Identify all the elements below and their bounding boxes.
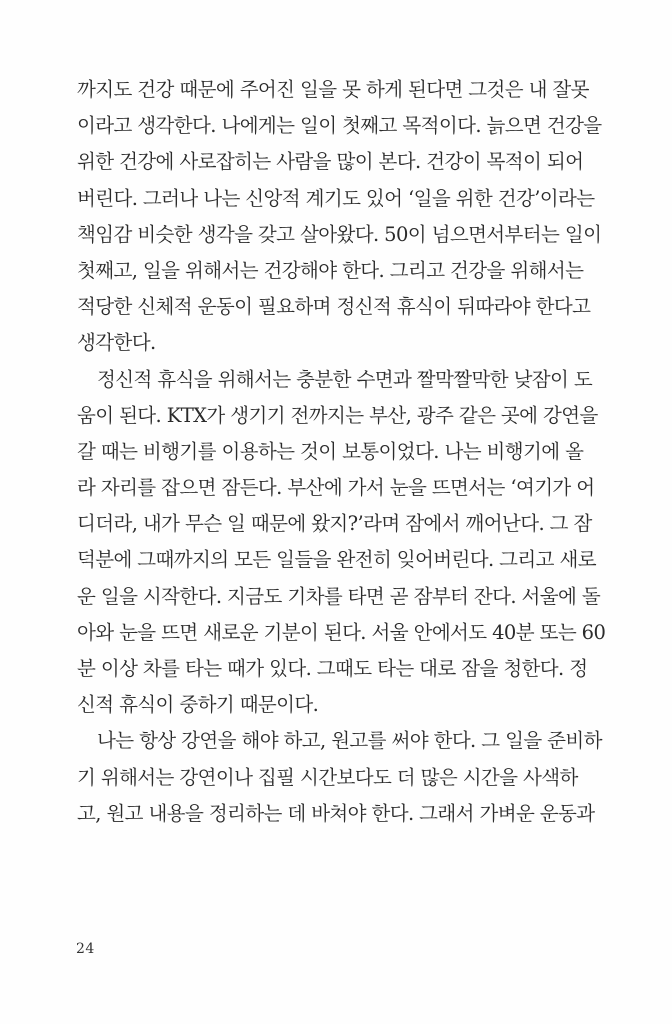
page-number: 24 (76, 941, 95, 957)
text-line: 분 이상 차를 타는 때가 있다. 그때도 타는 대로 잠을 청한다. 정 (77, 657, 588, 680)
paragraph-2 (77, 362, 613, 724)
text-line: 나는 항상 강연을 해야 하고, 원고를 써야 한다. 그 일을 준비하 (97, 729, 602, 753)
text-line: 라 자리를 잡으면 잠든다. 부산에 가서 눈을 뜨면서는 ‘여기가 어 (77, 476, 595, 500)
text-line: 갈 때는 비행기를 이용하는 것이 보통이었다. 나는 비행기에 올 (77, 439, 584, 463)
text-line: 버린다. 그러나 나는 신앙적 계기도 있어 ‘일을 위한 건강’이라는 (77, 186, 595, 210)
text-line: 덕분에 그때까지의 모든 일들을 완전히 잊어버린다. 그리고 새로 (77, 548, 596, 572)
text-line: 책임감 비슷한 생각을 갖고 살아왔다. 50이 넘으면서부터는 일이 (77, 222, 602, 246)
text-line: 움이 된다. KTX가 생기기 전까지는 부산, 광주 같은 곳에 강연을 (77, 403, 598, 427)
text-line: 까지도 건강 때문에 주어진 일을 못 하게 된다면 그것은 내 잘못 (77, 78, 589, 101)
text-line: 운 일을 시작한다. 지금도 기차를 타면 곧 잠부터 잔다. 서울에 돌 (77, 584, 601, 608)
text-line: 첫째고, 일을 위해서는 건강해야 한다. 그리고 건강을 위해서는 (77, 258, 584, 282)
text-line: 디더라, 내가 무슨 일 때문에 왔지?’라며 잠에서 깨어난다. 그 잠 (77, 512, 592, 536)
text-line: 정신적 휴식을 위해서는 충분한 수면과 짤막짤막한 낮잠이 도 (97, 367, 593, 391)
text-line: 적당한 신체적 운동이 필요하며 정신적 휴식이 뒤따라야 한다고 (77, 295, 591, 319)
text-line: 아와 눈을 뜨면 새로운 기분이 된다. 서울 안에서도 40분 또는 60 (77, 620, 606, 644)
text-line: 기 위해서는 강연이나 집필 시간보다도 더 많은 시간을 사색하 (77, 765, 578, 789)
paragraph-3 (77, 723, 613, 832)
text-line: 위한 건강에 사로잡히는 사람을 많이 본다. 건강이 목적이 되어 (77, 150, 584, 174)
body-text (77, 72, 613, 832)
text-line: 생각한다. (77, 331, 156, 355)
text-line: 고, 원고 내용을 정리하는 데 바쳐야 한다. 그래서 가벼운 운동과 (77, 801, 595, 825)
paragraph-1 (77, 72, 613, 362)
text-line: 이라고 생각한다. 나에게는 일이 첫째고 목적이다. 늙으면 건강을 (77, 114, 602, 138)
text-line: 신적 휴식이 중하기 때문이다. (77, 693, 319, 717)
